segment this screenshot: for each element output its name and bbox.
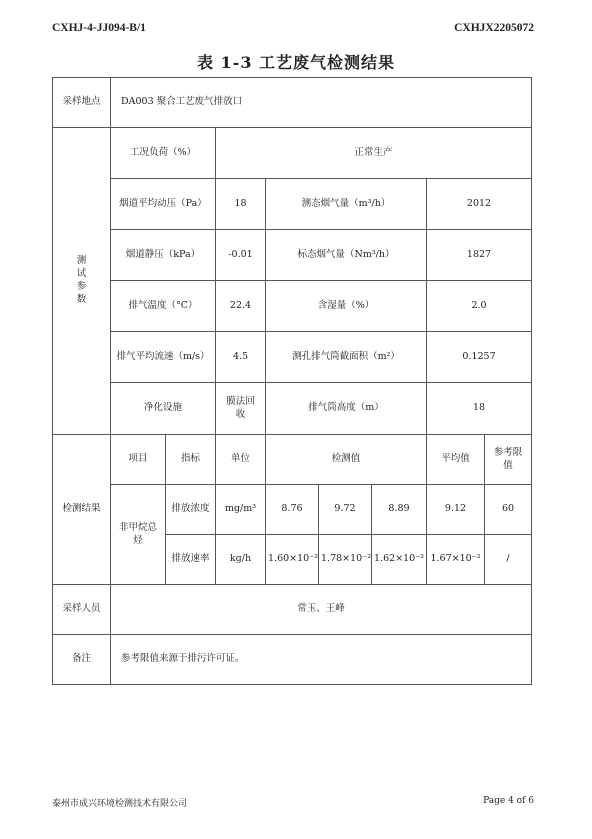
temperature-value: 22.4: [216, 281, 266, 332]
concentration-unit: mg/m³: [216, 485, 266, 535]
test-params-char: 参: [76, 281, 87, 292]
load-value: 正常生产: [216, 128, 532, 179]
velocity-value: 4.5: [216, 332, 266, 383]
std-flow-label: 标态烟气量（Nm³/h）: [266, 230, 427, 281]
stack-area-label: 测孔排气筒截面积（m²）: [266, 332, 427, 383]
rate-value-1: 1.60×10⁻²: [266, 535, 319, 585]
concentration-value-3: 8.89: [372, 485, 427, 535]
stack-height-value: 18: [427, 383, 532, 435]
col-header-average: 平均值: [427, 435, 485, 485]
static-pressure-label: 烟道静压（kPa）: [111, 230, 216, 281]
measured-flow-value: 2012: [427, 179, 532, 230]
col-header-limit: 参考限值: [485, 435, 532, 485]
moisture-label: 含湿量（%）: [266, 281, 427, 332]
concentration-value-2: 9.72: [319, 485, 372, 535]
remarks-value: 参考限值来源于排污许可证。: [111, 635, 532, 685]
document-code: CXHJ-4-JJ094-B/1: [52, 22, 146, 34]
velocity-label: 排气平均流速（m/s）: [111, 332, 216, 383]
concentration-limit: 60: [485, 485, 532, 535]
test-params-char: 数: [76, 293, 87, 305]
purification-label: 净化设施: [111, 383, 216, 435]
remarks-row: [53, 635, 532, 685]
moisture-value: 2.0: [427, 281, 532, 332]
purification-row: [53, 383, 532, 435]
dyn-pressure-label: 烟道平均动压（Pa）: [111, 179, 216, 230]
results-label: 检测结果: [53, 435, 111, 585]
dyn-pressure-row: [53, 179, 532, 230]
rate-indicator: 排放速率: [166, 535, 216, 585]
concentration-value-1: 8.76: [266, 485, 319, 535]
samplers-row: [53, 585, 532, 635]
company-name: 泰州市成兴环境检测技术有限公司: [52, 799, 188, 809]
concentration-row: [53, 485, 532, 535]
std-flow-value: 1827: [427, 230, 532, 281]
rate-unit: kg/h: [216, 535, 266, 585]
sampling-site-row: [53, 78, 532, 128]
rate-average: 1.67×10⁻²: [427, 535, 485, 585]
static-pressure-row: [53, 230, 532, 281]
rate-limit: /: [485, 535, 532, 585]
concentration-indicator: 排放浓度: [166, 485, 216, 535]
concentration-average: 9.12: [427, 485, 485, 535]
stack-height-label: 排气筒高度（m）: [266, 383, 427, 435]
rate-value-2: 1.78×10⁻²: [319, 535, 372, 585]
velocity-row: [53, 332, 532, 383]
col-header-measured: 检测值: [266, 435, 427, 485]
col-header-indicator: 指标: [166, 435, 216, 485]
remarks-label: 备注: [53, 635, 111, 685]
measured-flow-label: 测态烟气量（m³/h）: [266, 179, 427, 230]
test-params-char: 测: [76, 255, 87, 267]
results-header-row: [53, 435, 532, 485]
sampling-site-value: DA003 聚合工艺废气排放口: [111, 78, 532, 128]
load-label: 工况负荷（%）: [111, 128, 216, 179]
sampling-site-label: 采样地点: [53, 78, 111, 128]
col-header-item: 项目: [111, 435, 166, 485]
table-title: 表 1-3 工艺废气检测结果: [196, 53, 396, 72]
test-params-label: [53, 128, 111, 435]
temperature-label: 排气温度（°C）: [111, 281, 216, 332]
static-pressure-value: -0.01: [216, 230, 266, 281]
dyn-pressure-value: 18: [216, 179, 266, 230]
rate-value-3: 1.62×10⁻²: [372, 535, 427, 585]
pollutant-name: 非甲烷总烃: [111, 485, 166, 585]
samplers-label: 采样人员: [53, 585, 111, 635]
exhaust-gas-results-table: [52, 77, 532, 685]
report-number: CXHJX2205072: [454, 22, 534, 34]
col-header-unit: 单位: [216, 435, 266, 485]
purification-value: 膜法回收: [216, 383, 266, 435]
stack-area-value: 0.1257: [427, 332, 532, 383]
test-params-char: 试: [76, 268, 87, 280]
samplers-value: 常玉、王峰: [111, 585, 532, 635]
load-row: [53, 128, 532, 179]
temperature-row: [53, 281, 532, 332]
page-number: Page 4 of 6: [483, 796, 534, 806]
